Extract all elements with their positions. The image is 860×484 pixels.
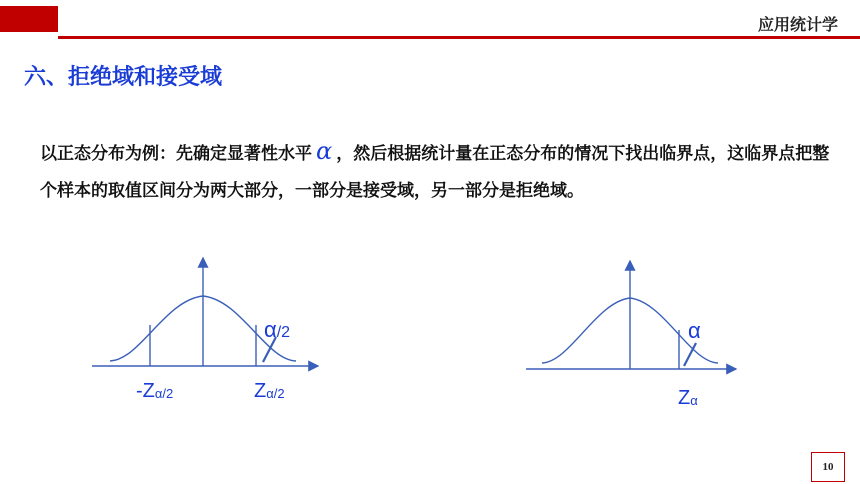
- course-title: 应用统计学: [757, 15, 838, 34]
- critical-label: Zα: [678, 387, 698, 409]
- alpha-symbol: α: [316, 137, 333, 165]
- tail-alpha-label: α/2: [264, 317, 291, 342]
- section-title: 六、拒绝域和接受域: [24, 65, 223, 90]
- body-text-part1: 以正态分布为例：先确定显著性水平: [40, 144, 312, 164]
- one-tailed-figure: [526, 261, 736, 409]
- body-text-part2: ，然后根据统计量在正态分布的情况下找出临界点，这临界点把整个样本的取值区间分为两大部分，一部分是接受域，另一部分是拒绝域。: [40, 144, 830, 201]
- neg-critical-label: -Zα/2: [136, 380, 174, 402]
- two-tailed-figure: [92, 258, 318, 402]
- page-number: 10: [811, 452, 845, 482]
- tail-alpha-label: α: [688, 318, 701, 343]
- pos-critical-label: Zα/2: [254, 380, 285, 402]
